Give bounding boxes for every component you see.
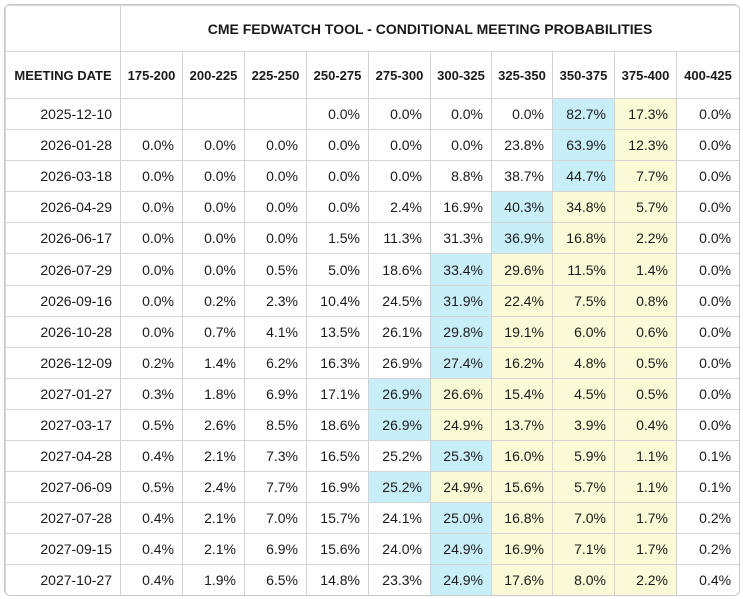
probability-cell xyxy=(183,99,245,130)
probability-cell: 27.4% xyxy=(431,347,492,378)
probability-cell: 5.7% xyxy=(615,192,677,223)
probability-cell: 16.3% xyxy=(307,347,369,378)
probability-cell: 0.4% xyxy=(121,503,183,534)
probability-cell: 0.0% xyxy=(121,192,183,223)
meeting-date-cell: 2026-06-17 xyxy=(6,223,121,254)
table-row xyxy=(6,534,740,565)
probability-cell: 4.8% xyxy=(553,347,615,378)
table-row xyxy=(6,316,740,347)
probability-cell: 2.2% xyxy=(615,223,677,254)
probability-cell: 18.6% xyxy=(369,254,431,285)
probability-cell: 0.8% xyxy=(615,285,677,316)
probability-cell: 3.9% xyxy=(553,409,615,440)
probability-cell: 11.5% xyxy=(553,254,615,285)
meeting-date-cell: 2026-10-28 xyxy=(6,316,121,347)
probability-cell: 15.7% xyxy=(307,503,369,534)
probability-cell: 0.0% xyxy=(677,130,740,161)
header-row xyxy=(6,52,740,99)
probability-cell: 34.8% xyxy=(553,192,615,223)
probability-cell: 1.4% xyxy=(615,254,677,285)
probability-cell: 0.0% xyxy=(677,161,740,192)
probability-cell: 0.0% xyxy=(677,99,740,130)
probability-cell: 0.0% xyxy=(677,285,740,316)
probability-cell: 0.5% xyxy=(245,254,307,285)
rate-range-header: 375-400 xyxy=(615,52,677,99)
table-body xyxy=(6,99,740,597)
table-row xyxy=(6,161,740,192)
probability-cell: 24.9% xyxy=(431,565,492,596)
probability-cell: 44.7% xyxy=(553,161,615,192)
probability-cell: 0.0% xyxy=(121,130,183,161)
probability-cell: 0.0% xyxy=(677,378,740,409)
probability-cell: 25.2% xyxy=(369,441,431,472)
probability-cell: 2.2% xyxy=(615,565,677,596)
probability-cell: 7.0% xyxy=(245,503,307,534)
probability-cell: 8.0% xyxy=(553,565,615,596)
probability-cell: 7.0% xyxy=(553,503,615,534)
probability-cell: 4.1% xyxy=(245,316,307,347)
probability-cell: 0.0% xyxy=(369,161,431,192)
probability-cell: 18.6% xyxy=(307,409,369,440)
probability-cell: 1.8% xyxy=(183,378,245,409)
probability-cell: 16.9% xyxy=(307,472,369,503)
table-row xyxy=(6,254,740,285)
probability-cell: 24.5% xyxy=(369,285,431,316)
probability-cell: 24.0% xyxy=(369,534,431,565)
meeting-date-cell: 2027-03-17 xyxy=(6,409,121,440)
meeting-date-cell: 2026-07-29 xyxy=(6,254,121,285)
table-row xyxy=(6,223,740,254)
probability-cell: 19.1% xyxy=(492,316,553,347)
probability-cell: 25.2% xyxy=(369,472,431,503)
probability-cell: 5.9% xyxy=(553,441,615,472)
corner-cell xyxy=(6,6,121,52)
rate-range-header: 250-275 xyxy=(307,52,369,99)
probability-cell: 17.6% xyxy=(492,565,553,596)
rate-range-header: 200-225 xyxy=(183,52,245,99)
probability-cell: 15.6% xyxy=(492,472,553,503)
probability-cell: 0.0% xyxy=(183,254,245,285)
probability-cell: 31.9% xyxy=(431,285,492,316)
probability-cell: 1.4% xyxy=(183,347,245,378)
probability-cell: 1.7% xyxy=(615,503,677,534)
probability-cell: 24.9% xyxy=(431,472,492,503)
probability-cell: 0.0% xyxy=(307,99,369,130)
probability-cell: 0.6% xyxy=(615,316,677,347)
probability-cell: 0.2% xyxy=(677,534,740,565)
probability-cell: 14.8% xyxy=(307,565,369,596)
probability-cell: 0.0% xyxy=(121,285,183,316)
probability-cell: 0.0% xyxy=(369,130,431,161)
probability-cell xyxy=(121,99,183,130)
probability-cell: 0.0% xyxy=(245,130,307,161)
probability-cell: 0.2% xyxy=(183,285,245,316)
probability-cell: 0.0% xyxy=(121,254,183,285)
probability-cell: 0.0% xyxy=(677,409,740,440)
probability-cell: 1.9% xyxy=(183,565,245,596)
probability-cell: 63.9% xyxy=(553,130,615,161)
probability-cell: 0.0% xyxy=(677,223,740,254)
probability-cell: 0.0% xyxy=(677,192,740,223)
meeting-date-cell: 2027-06-09 xyxy=(6,472,121,503)
probability-cell: 29.6% xyxy=(492,254,553,285)
probability-cell: 16.5% xyxy=(307,441,369,472)
probability-cell: 25.3% xyxy=(431,441,492,472)
probability-cell: 7.7% xyxy=(245,472,307,503)
probability-cell: 0.0% xyxy=(307,161,369,192)
probability-cell: 0.5% xyxy=(615,347,677,378)
probability-cell: 0.0% xyxy=(183,161,245,192)
probability-cell: 0.0% xyxy=(677,316,740,347)
probability-cell: 2.3% xyxy=(245,285,307,316)
probability-cell: 16.9% xyxy=(431,192,492,223)
probability-cell: 2.4% xyxy=(183,472,245,503)
probability-cell: 0.7% xyxy=(183,316,245,347)
probability-cell: 10.4% xyxy=(307,285,369,316)
probability-cell: 15.6% xyxy=(307,534,369,565)
probability-cell: 0.0% xyxy=(121,161,183,192)
probability-cell: 4.5% xyxy=(553,378,615,409)
probability-cell: 11.3% xyxy=(369,223,431,254)
probability-cell: 17.3% xyxy=(615,99,677,130)
table-row xyxy=(6,130,740,161)
meeting-date-cell: 2026-09-16 xyxy=(6,285,121,316)
probability-cell: 0.0% xyxy=(677,347,740,378)
meeting-date-cell: 2027-07-28 xyxy=(6,503,121,534)
probability-cell: 16.0% xyxy=(492,441,553,472)
probability-cell: 2.4% xyxy=(369,192,431,223)
probability-cell: 5.7% xyxy=(553,472,615,503)
probability-cell: 38.7% xyxy=(492,161,553,192)
meeting-date-cell: 2027-09-15 xyxy=(6,534,121,565)
rate-range-header: 350-375 xyxy=(553,52,615,99)
probability-cell: 6.9% xyxy=(245,534,307,565)
probability-cell: 23.8% xyxy=(492,130,553,161)
meeting-date-cell: 2025-12-10 xyxy=(6,99,121,130)
table-row xyxy=(6,285,740,316)
probability-cell: 0.0% xyxy=(121,223,183,254)
probability-cell: 7.1% xyxy=(553,534,615,565)
probability-cell: 17.1% xyxy=(307,378,369,409)
probability-cell: 0.0% xyxy=(245,192,307,223)
meeting-date-cell: 2027-04-28 xyxy=(6,441,121,472)
probability-cell: 0.3% xyxy=(121,378,183,409)
probability-cell: 22.4% xyxy=(492,285,553,316)
probability-cell: 8.8% xyxy=(431,161,492,192)
table-row xyxy=(6,503,740,534)
probability-cell: 0.0% xyxy=(307,130,369,161)
rate-range-header: 225-250 xyxy=(245,52,307,99)
meeting-date-cell: 2026-04-29 xyxy=(6,192,121,223)
meeting-date-cell: 2026-03-18 xyxy=(6,161,121,192)
probability-cell: 6.0% xyxy=(553,316,615,347)
meeting-date-cell: 2026-01-28 xyxy=(6,130,121,161)
probability-cell: 31.3% xyxy=(431,223,492,254)
probability-cell: 0.0% xyxy=(492,99,553,130)
rate-range-header: 325-350 xyxy=(492,52,553,99)
rate-range-header: 175-200 xyxy=(121,52,183,99)
probability-cell: 5.0% xyxy=(307,254,369,285)
probability-cell: 1.1% xyxy=(615,472,677,503)
probability-cell: 0.5% xyxy=(121,472,183,503)
probability-cell: 2.1% xyxy=(183,534,245,565)
probability-cell: 0.2% xyxy=(121,347,183,378)
probability-cell: 0.4% xyxy=(677,565,740,596)
table-row xyxy=(6,347,740,378)
probability-cell: 8.5% xyxy=(245,409,307,440)
rate-range-header: 300-325 xyxy=(431,52,492,99)
probability-cell: 0.0% xyxy=(183,192,245,223)
probability-cell: 0.0% xyxy=(307,192,369,223)
title-row xyxy=(6,6,740,52)
table-row xyxy=(6,378,740,409)
probability-cell: 0.0% xyxy=(431,130,492,161)
meeting-date-cell: 2027-01-27 xyxy=(6,378,121,409)
probability-cell: 24.1% xyxy=(369,503,431,534)
probability-cell: 0.5% xyxy=(121,409,183,440)
probability-cell: 16.2% xyxy=(492,347,553,378)
probability-cell: 26.9% xyxy=(369,347,431,378)
table-row xyxy=(6,565,740,596)
probability-cell: 12.3% xyxy=(615,130,677,161)
probability-cell: 7.7% xyxy=(615,161,677,192)
probability-cell: 2.1% xyxy=(183,441,245,472)
table-row xyxy=(6,472,740,503)
probability-cell: 0.0% xyxy=(431,99,492,130)
probability-cell: 26.9% xyxy=(369,378,431,409)
probability-cell: 16.8% xyxy=(492,503,553,534)
probability-cell: 0.1% xyxy=(677,472,740,503)
probability-cell: 36.9% xyxy=(492,223,553,254)
probability-cell: 0.1% xyxy=(677,441,740,472)
probability-cell: 23.3% xyxy=(369,565,431,596)
probability-cell: 0.4% xyxy=(121,565,183,596)
probability-cell: 0.0% xyxy=(121,316,183,347)
probability-cell: 40.3% xyxy=(492,192,553,223)
probability-cell: 24.9% xyxy=(431,534,492,565)
rate-range-header: 400-425 xyxy=(677,52,740,99)
probability-cell: 0.4% xyxy=(121,534,183,565)
probability-cell: 6.2% xyxy=(245,347,307,378)
probability-cell: 29.8% xyxy=(431,316,492,347)
probability-cell: 6.9% xyxy=(245,378,307,409)
probability-cell: 0.0% xyxy=(677,254,740,285)
table-row xyxy=(6,99,740,130)
probability-cell: 2.6% xyxy=(183,409,245,440)
probability-cell xyxy=(245,99,307,130)
table-row xyxy=(6,192,740,223)
probability-cell: 7.3% xyxy=(245,441,307,472)
probability-cell: 24.9% xyxy=(431,409,492,440)
rate-range-header: 275-300 xyxy=(369,52,431,99)
probability-cell: 1.1% xyxy=(615,441,677,472)
probability-cell: 25.0% xyxy=(431,503,492,534)
probability-cell: 0.5% xyxy=(615,378,677,409)
table-row xyxy=(6,441,740,472)
probability-table xyxy=(5,5,740,596)
probability-cell: 82.7% xyxy=(553,99,615,130)
probability-cell: 0.0% xyxy=(183,223,245,254)
probability-cell: 1.7% xyxy=(615,534,677,565)
probability-table-frame xyxy=(4,4,740,596)
meeting-date-header: MEETING DATE xyxy=(6,52,121,99)
probability-cell: 26.1% xyxy=(369,316,431,347)
probability-cell: 0.0% xyxy=(369,99,431,130)
probability-cell: 15.4% xyxy=(492,378,553,409)
probability-cell: 33.4% xyxy=(431,254,492,285)
probability-cell: 7.5% xyxy=(553,285,615,316)
table-title: CME FEDWATCH TOOL - CONDITIONAL MEETING PROBABILITIES xyxy=(121,6,740,52)
probability-cell: 1.5% xyxy=(307,223,369,254)
probability-cell: 16.8% xyxy=(553,223,615,254)
probability-cell: 0.0% xyxy=(245,161,307,192)
probability-cell: 26.9% xyxy=(369,409,431,440)
probability-cell: 0.4% xyxy=(121,441,183,472)
probability-cell: 0.0% xyxy=(183,130,245,161)
probability-cell: 0.4% xyxy=(615,409,677,440)
probability-cell: 0.0% xyxy=(245,223,307,254)
probability-cell: 6.5% xyxy=(245,565,307,596)
probability-cell: 2.1% xyxy=(183,503,245,534)
probability-cell: 26.6% xyxy=(431,378,492,409)
meeting-date-cell: 2027-10-27 xyxy=(6,565,121,596)
table-row xyxy=(6,409,740,440)
probability-cell: 13.7% xyxy=(492,409,553,440)
probability-cell: 0.2% xyxy=(677,503,740,534)
meeting-date-cell: 2026-12-09 xyxy=(6,347,121,378)
probability-cell: 16.9% xyxy=(492,534,553,565)
probability-cell: 13.5% xyxy=(307,316,369,347)
